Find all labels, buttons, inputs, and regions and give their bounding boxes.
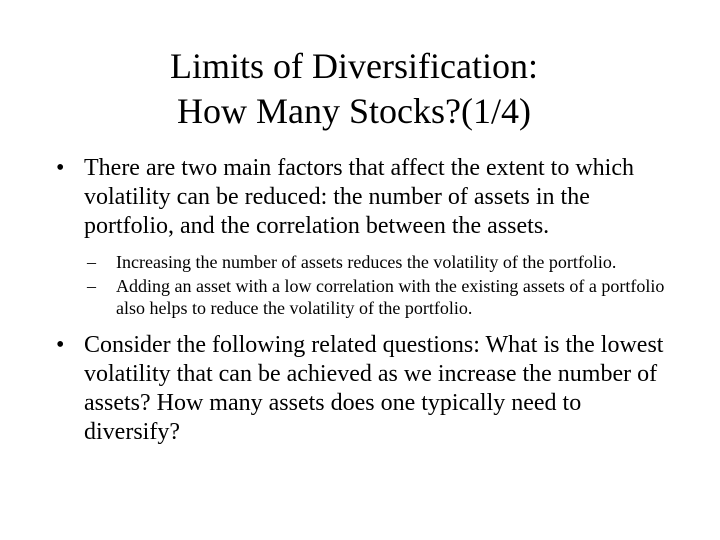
slide-title-line-2: How Many Stocks?(1/4) (177, 91, 531, 131)
sub-bullet-marker: – (87, 276, 96, 296)
bullet-item (56, 154, 666, 319)
bullet-marker: • (56, 332, 65, 358)
bullet-item (56, 331, 666, 447)
sub-bullet-marker: – (87, 252, 96, 272)
sub-bullet-text: Adding an asset with a low correlation with the existing assets of a portfolio also helps to reduce the volatility of the portfolio. (116, 276, 665, 318)
sub-bullet-text: Increasing the number of assets reduces the volatility of the portfolio. (116, 252, 617, 272)
bullet-text: There are two main factors that affect the extent to which volatility can be reduced: the number of assets in the portfolio, and the correlation between the assets. (84, 155, 634, 239)
sub-bullet-list (84, 251, 666, 319)
sub-bullet-item (84, 251, 666, 273)
slide-title (0, 44, 708, 134)
sub-bullet-item (84, 275, 666, 319)
bullet-list (56, 154, 666, 447)
slide-title-line-1: Limits of Diversification: (170, 46, 538, 86)
bullet-marker: • (56, 155, 65, 181)
bullet-text: Consider the following related questions: What is the lowest volatility that can be achieved as we increase the number of assets? How many assets does one typically need to diversify? (84, 332, 664, 445)
